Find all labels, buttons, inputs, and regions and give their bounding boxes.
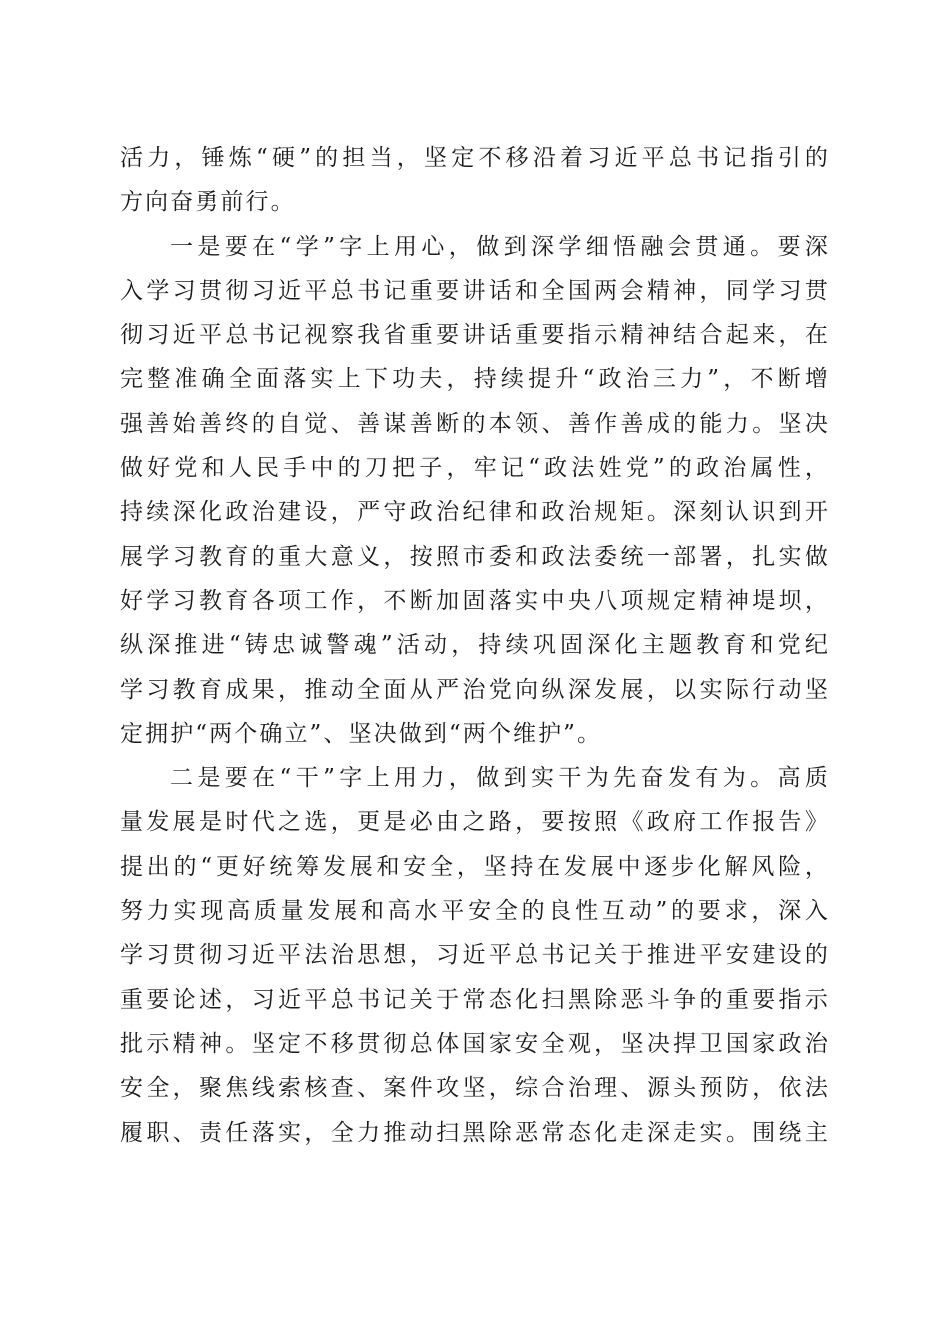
body-text: [120, 136, 830, 1155]
text-line: 方向奋勇前行。: [120, 189, 296, 216]
text-line: 努力实现高质量发展和高水平安全的良性互动”的要求，深入: [120, 898, 830, 925]
text-line: 强善始善终的自觉、善谋善断的本领、善作善成的能力。坚决: [120, 410, 830, 437]
text-line: 持续深化政治建设，严守政治纪律和政治规矩。深刻认识到开: [120, 499, 830, 526]
text-line: 纵深推进“铸忠诚警魂”活动，持续巩固深化主题教育和党纪: [120, 632, 830, 659]
text-line: 安全，聚焦线索核查、案件攻坚，综合治理、源头预防，依法: [120, 1075, 830, 1102]
text-line: 提出的“更好统筹发展和安全，坚持在发展中逐步化解风险，: [120, 853, 830, 880]
text-line: 学习教育成果，推动全面从严治党向纵深发展，以实际行动坚: [120, 676, 830, 703]
text-line: 完整准确全面落实上下功夫，持续提升“政治三力”，不断增: [120, 366, 830, 393]
paragraph-first-line: 一是要在“学”字上用心，做到深学细悟融会贯通。要深: [170, 233, 830, 260]
text-line: 定拥护“两个确立”、坚决做到“两个维护”。: [120, 720, 603, 747]
text-line: 展学习教育的重大意义，按照市委和政法委统一部署，扎实做: [120, 543, 830, 570]
text-line: 量发展是时代之选，更是必由之路，要按照《政府工作报告》: [120, 809, 830, 836]
text-line: 重要论述，习近平总书记关于常态化扫黑除恶斗争的重要指示: [120, 986, 830, 1013]
text-line: 好学习教育各项工作，不断加固落实中央八项规定精神堤坝，: [120, 587, 830, 614]
text-line: 履职、责任落实，全力推动扫黑除恶常态化走深走实。围绕主: [120, 1119, 830, 1146]
text-line: 学习贯彻习近平法治思想，习近平总书记关于推进平安建设的: [120, 942, 830, 969]
text-line: 活力，锤炼“硬”的担当，坚定不移沿着习近平总书记指引的: [120, 145, 830, 171]
paragraph-first-line: 二是要在“干”字上用力，做到实干为先奋发有为。高质: [170, 765, 830, 792]
text-line: 批示精神。坚定不移贯彻总体国家安全观，坚决捍卫国家政治: [120, 1030, 830, 1057]
text-line: 做好党和人民手中的刀把子，牢记“政法姓党”的政治属性，: [120, 455, 830, 482]
text-line: 彻习近平总书记视察我省重要讲话重要指示精神结合起来，在: [120, 322, 830, 349]
text-line: 入学习贯彻习近平总书记重要讲话和全国两会精神，同学习贯: [120, 277, 830, 304]
